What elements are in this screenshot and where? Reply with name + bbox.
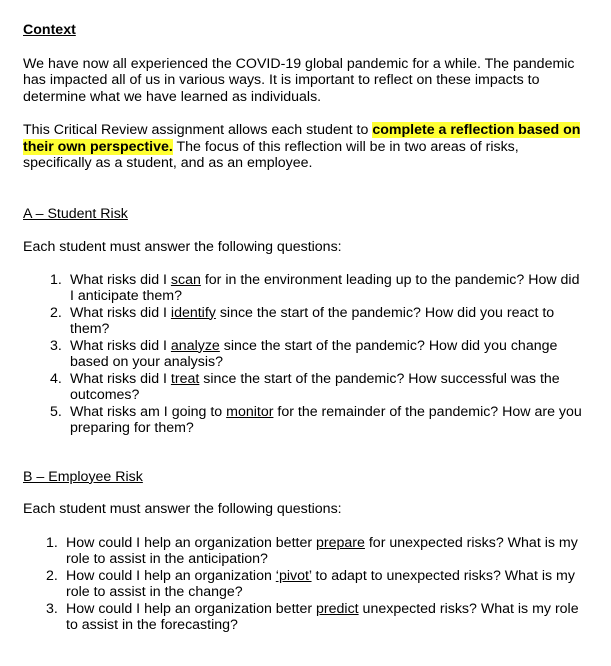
- question-keyword: prepare: [316, 534, 365, 551]
- section-a-intro: Each student must answer the following questions:: [23, 239, 342, 255]
- question-text-start: What risks am I going to: [70, 403, 227, 420]
- question-number: 3.: [46, 600, 58, 617]
- question-item: [23, 535, 583, 568]
- question-number: 5.: [50, 403, 62, 420]
- document-page: [23, 22, 583, 634]
- section-a-title: A – Student Risk: [23, 205, 128, 222]
- question-item: [23, 568, 583, 601]
- question-text-start: How could I help an organization: [66, 567, 276, 584]
- question-keyword: analyze: [170, 337, 220, 354]
- question-number: 2.: [46, 567, 58, 584]
- section-a-question-list: [23, 272, 583, 437]
- section-b-question-list: [23, 535, 583, 634]
- question-text-start: What risks did I: [70, 370, 171, 387]
- question-number: 4.: [50, 370, 62, 387]
- question-item: [23, 305, 583, 338]
- question-number: 1.: [50, 271, 62, 288]
- question-keyword: scan: [170, 271, 201, 288]
- question-text-start: What risks did I: [70, 304, 171, 321]
- question-item: [23, 404, 583, 437]
- context-paragraph-2: [23, 122, 583, 172]
- question-text-end: unexpected risks? What is my role to assist in the forecasting?: [66, 600, 579, 633]
- question-number: 1.: [46, 534, 58, 551]
- context-paragraph-2-start: This Critical Review assignment allows each student to: [23, 122, 373, 138]
- question-text-end: to adapt to unexpected risks? What is my role to assist in the change?: [66, 567, 575, 600]
- question-keyword: monitor: [226, 403, 274, 420]
- question-keyword: treat: [170, 370, 200, 387]
- question-text-end: for unexpected risks? What is my role to assist in the anticipation?: [66, 534, 578, 567]
- context-paragraph-2-end: The focus of this reflection will be in two areas of risks, specifically as a student, and as an employee.: [23, 138, 519, 171]
- question-text-end: since the start of the pandemic? How did you react to them?: [70, 304, 555, 337]
- question-text-start: What risks did I: [70, 271, 171, 288]
- question-text-end: since the start of the pandemic? How successful was the outcomes?: [70, 370, 560, 403]
- question-item: [23, 601, 583, 634]
- question-keyword: ‘pivot’: [275, 567, 312, 584]
- question-item: [23, 338, 583, 371]
- question-text-end: for the remainder of the pandemic? How are you preparing for them?: [70, 403, 582, 436]
- question-text-start: How could I help an organization better: [66, 534, 317, 551]
- highlighted-phrase: complete a reflection based on their own perspective.: [23, 122, 581, 155]
- question-text-start: How could I help an organization better: [66, 600, 317, 617]
- question-keyword: predict: [316, 600, 359, 617]
- section-b-title: B – Employee Risk: [23, 468, 143, 485]
- question-number: 3.: [50, 337, 62, 354]
- question-text-start: What risks did I: [70, 337, 171, 354]
- context-paragraph-1: We have now all experienced the COVID-19 global pandemic for a while. The pandemic has impacted all of us in various ways. It is important to reflect on these impacts to determine what we have learned as individuals.: [23, 55, 575, 105]
- question-item: [23, 272, 583, 305]
- context-heading: Context: [23, 22, 76, 38]
- section-b-intro: Each student must answer the following questions:: [23, 501, 342, 517]
- question-text-end: for in the environment leading up to the pandemic? How did I anticipate them?: [70, 271, 580, 304]
- question-number: 2.: [50, 304, 62, 321]
- question-text-end: since the start of the pandemic? How did you change based on your analysis?: [70, 337, 558, 370]
- question-item: [23, 371, 583, 404]
- question-keyword: identify: [170, 304, 216, 321]
